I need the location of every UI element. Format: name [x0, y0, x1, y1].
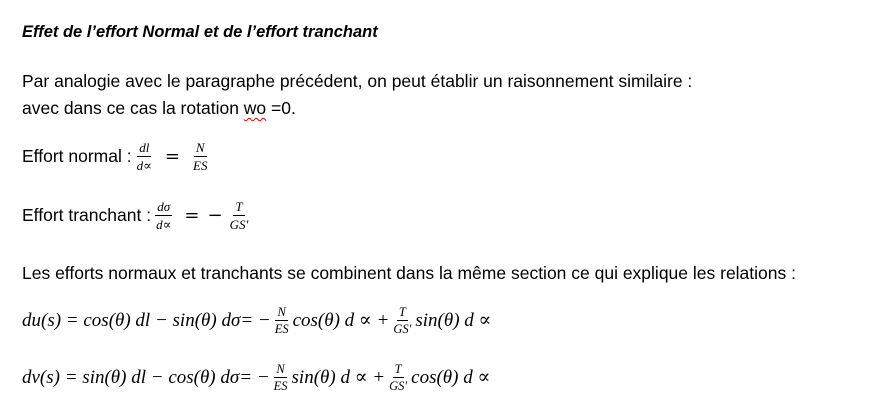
fraction-denominator: GS′ — [229, 217, 249, 232]
relation-du — [22, 305, 491, 336]
effort-normal-label: Effort normal : — [22, 146, 132, 166]
fraction-n-over-es — [191, 140, 209, 173]
relation-dv — [22, 362, 490, 393]
equation-effort-tranchant — [22, 199, 253, 232]
section-title: Effet de l’effort Normal et de l’effort tranchant — [22, 23, 378, 41]
relation-dv-lhs: dv(s) = sin(θ) dl − cos(θ) dσ= − — [22, 366, 270, 388]
fraction-t-over-gs — [387, 362, 409, 393]
fraction-denominator: GS′ — [389, 379, 408, 393]
fraction-denominator: ES — [193, 158, 208, 173]
fraction-numerator: dσ — [157, 199, 171, 214]
equation-effort-normal — [22, 140, 212, 173]
equals-sign: = — [184, 205, 200, 226]
relation-du-lhs: du(s) = cos(θ) dl − sin(θ) dσ= − — [22, 309, 271, 331]
fraction-numerator: T — [398, 305, 406, 319]
fraction-denominator: ES — [273, 379, 288, 393]
equals-sign: = — [164, 146, 180, 167]
fraction-t-over-gs — [391, 305, 413, 336]
paragraph-analogy: Par analogie avec le paragraphe précédent, on peut établir un raisonnement similaire : — [22, 71, 693, 91]
fraction-numerator: N — [277, 305, 286, 319]
fraction-numerator: dl — [139, 140, 150, 155]
fraction-denominator: ES — [274, 322, 289, 336]
effort-tranchant-label: Effort tranchant : — [22, 205, 152, 225]
fraction-denominator: d∝ — [136, 158, 152, 173]
fraction-numerator: N — [195, 140, 205, 155]
minus-sign: − — [207, 205, 223, 226]
fraction-denominator: d∝ — [156, 217, 172, 232]
relation-du-end: sin(θ) d ∝ — [415, 310, 492, 331]
fraction-denominator: GS′ — [393, 322, 412, 336]
spellcheck-flagged-word[interactable]: wo — [243, 98, 267, 118]
fraction-t-over-gs — [228, 199, 251, 232]
relation-dv-middle: sin(θ) d ∝ + — [291, 367, 386, 388]
paragraph-combination: Les efforts normaux et tranchants se combinent dans la même section ce qui explique les relations : — [22, 263, 796, 283]
fraction-dsigma-over-dalpha — [154, 199, 173, 232]
rotation-text-after: =0. — [266, 98, 296, 118]
fraction-n-over-es — [273, 305, 291, 336]
rotation-text-before: avec dans ce cas la rotation — [22, 98, 244, 118]
relation-du-middle: cos(θ) d ∝ + — [292, 310, 390, 331]
relation-dv-end: cos(θ) d ∝ — [411, 367, 491, 388]
fraction-numerator: T — [394, 362, 402, 376]
fraction-numerator: N — [276, 362, 285, 376]
fraction-n-over-es — [272, 362, 290, 393]
fraction-dl-over-dalpha — [135, 140, 154, 173]
paragraph-rotation — [22, 97, 296, 119]
fraction-numerator: T — [235, 199, 243, 214]
